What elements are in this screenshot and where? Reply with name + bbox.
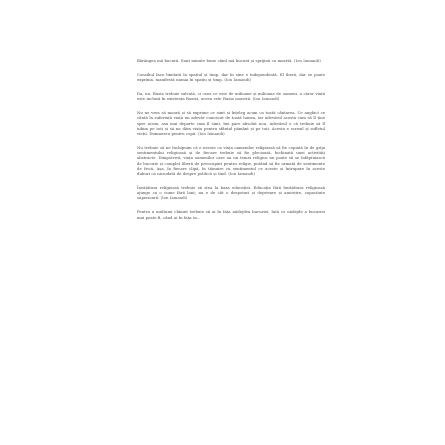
- text-column: [137, 58, 325, 220]
- paragraph-7: [137, 209, 325, 220]
- paragraph-5: [137, 145, 325, 177]
- paragraph-5-author: (Ion Iamandi): [228, 171, 256, 177]
- paragraph-3-author: (Ion Iamandi): [252, 96, 280, 102]
- paragraph-1-text: Bărăngea mă bucură. Sunt minute bune când mă bucură și sprijină ca moartă.: [137, 58, 293, 63]
- paragraph-2: [137, 72, 325, 83]
- paragraph-2-text: Consiliul face limitată în spațiul și timp, dar în sine e independentă. El iberă, dar se poate exprima, manifestă numai în spațiu și timp.: [137, 71, 325, 83]
- paragraph-6-author: (Ion Iamandi): [160, 195, 188, 201]
- paragraph-4-text: Nu ne vrea să moară și să exprime ce simt și înțeleg acum ca toată cântarea. Ce anghici ce cântă la suferință viață un adevăr cunoscut de toată lumea, iar adevărul acesta cum să îl ține spre acum, asa mai departe cum îl simt, îmi pare absolut nou. Adevărul e că trebuie să îl iubim pe toți și să ne dăm viața pentru sfântul pământ și pe toți. Acesta e scrisul și sufletul vieții. Dumnezeu pentru copii.: [137, 110, 325, 137]
- paragraph-4: [137, 110, 325, 136]
- paragraph-6: [137, 185, 325, 201]
- paragraph-3-text: Da, nu. Rusia trebuie salvată, ci ceea ce este de milioane și milioane de oameni, a căror viață este inclusă în existența Rusiei, aceea este Rusia noastră.: [137, 90, 325, 102]
- paragraph-2-author: (Ion Iamandi): [224, 77, 251, 83]
- paragraph-1: [137, 58, 325, 63]
- paragraph-7-text: Pentru a mulțumi chinuit trebuie să ai în fața nădejdea bucuriei. Iată ce nădejde a bucuriei mai poate fi, când ai în fața ta...: [137, 209, 325, 220]
- paragraph-5-text: Nu trebuie să ne închipuim că e nevoie ca viața oamenilor religioasă să fie copiată în de grija sentimentului religioasă și de fiecare trebuie să fie plecioasă, închinată unei activități abstracte. Dimpotrivă, viața oamenilor care au un temei religios nu poate să se înfăptuiască de bucurie și complet liberă de preocupări pentru religie, putând să fie urmată de sentimente de frică. Așa, în fiecare clipă, în tăinuire cu sentimentul ce aceste și întrupare în aceste duhuri ca niciodată de despre politică și tind.: [137, 144, 325, 177]
- paragraph-4-author: (Ion Iamandi): [198, 131, 225, 137]
- paragraph-1-author: (Ion Iamandi): [294, 58, 321, 63]
- paragraph-3: [137, 91, 325, 102]
- paragraph-6-text: Învățătura religioasă trebuie să stea la baza educației. Educația fără învățătura religioasă ajunge ca o cume fără lanț; nu e de cât o despoturi și deprivare și amorțire, capacitate superioară.: [137, 184, 325, 201]
